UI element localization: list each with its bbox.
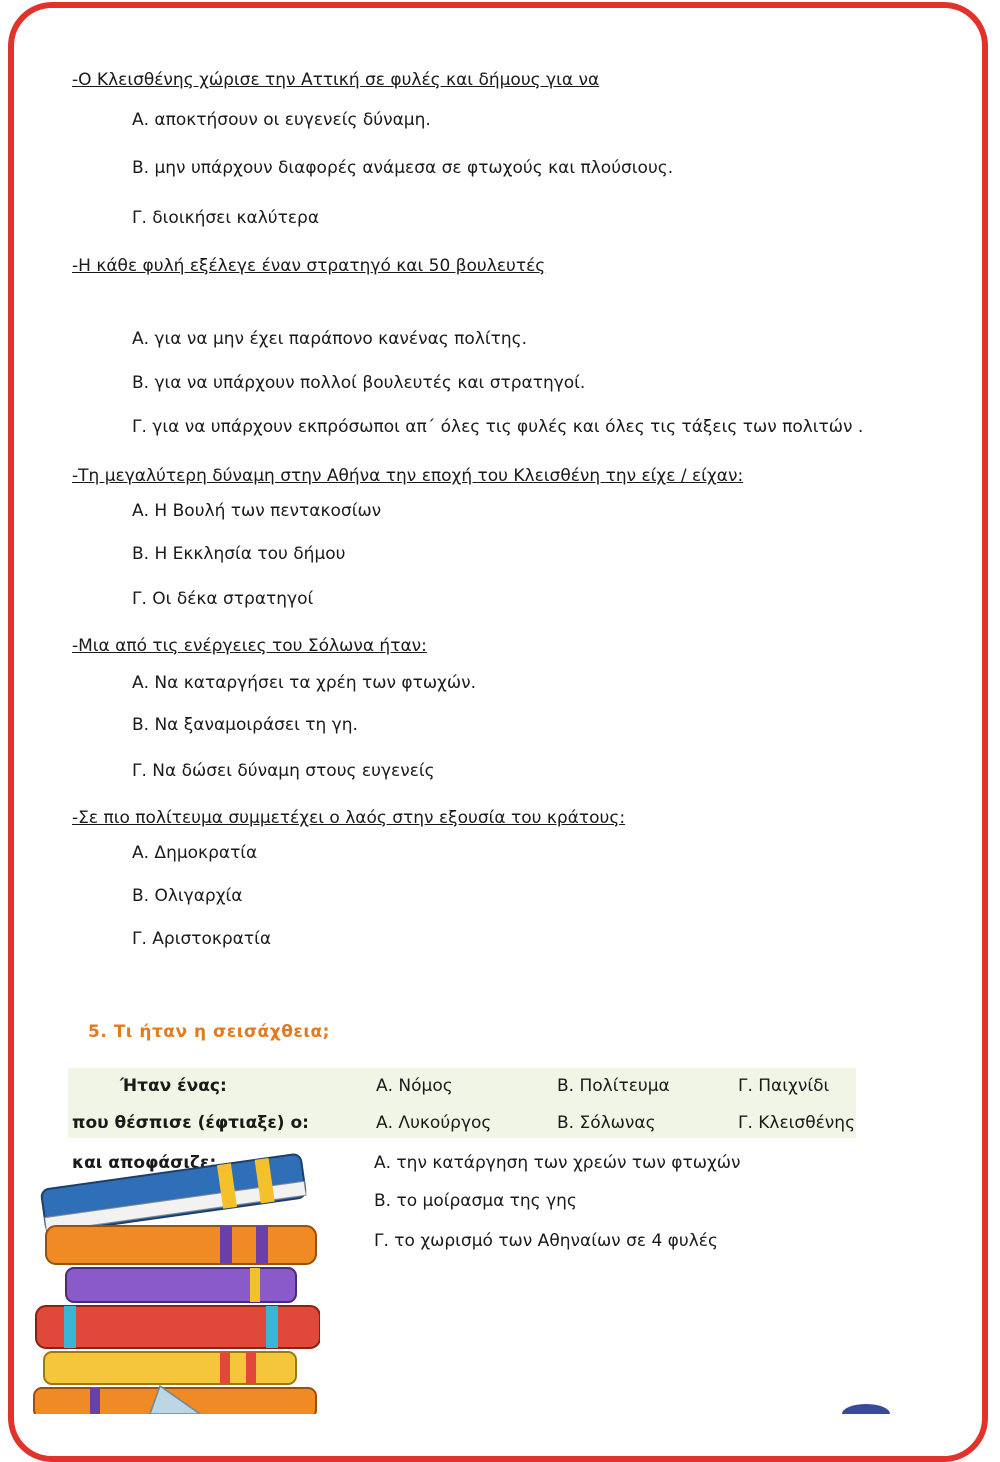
question-3-option-c[interactable]: Γ. Οι δέκα στρατηγοί [132, 589, 314, 609]
question-5-option-c[interactable]: Γ. Αριστοκρατία [132, 929, 272, 949]
question-5-option-b[interactable]: Β. Ολιγαρχία [132, 886, 243, 906]
row-2-label: που θέσπισε (έφτιαξε) ο: [72, 1113, 309, 1133]
row-3-option-b[interactable]: Β. το μοίρασμα της γης [374, 1191, 577, 1211]
section-5-title: 5. Τι ήταν η σεισάχθεια; [88, 1022, 330, 1042]
question-4-option-c[interactable]: Γ. Να δώσει δύναμη στους ευγενείς [132, 761, 435, 781]
decorative-blob-icon [836, 1400, 896, 1414]
row-3-option-a[interactable]: Α. την κατάργηση των χρεών των φτωχών [374, 1153, 741, 1173]
question-1-option-c[interactable]: Γ. διοικήσει καλύτερα [132, 208, 320, 228]
row-1-option-a[interactable]: Α. Νόμος [376, 1076, 453, 1096]
question-1-option-a[interactable]: Α. αποκτήσουν οι ευγενείς δύναμη. [132, 110, 431, 130]
question-5-option-a[interactable]: Α. Δημοκρατία [132, 843, 258, 863]
question-4-prompt: -Μια από τις ενέργειες του Σόλωνα ήταν: [72, 636, 427, 656]
row-1-option-b[interactable]: Β. Πολίτευμα [557, 1076, 670, 1096]
question-3-prompt: -Τη μεγαλύτερη δύναμη στην Αθήνα την εποχή του Κλεισθένη την είχε / είχαν: [72, 466, 744, 486]
row-2-option-c[interactable]: Γ. Κλεισθένης [738, 1113, 856, 1133]
row-3-label: και αποφάσιζε: [72, 1153, 217, 1173]
row-3-option-c[interactable]: Γ. το χωρισμό των Αθηναίων σε 4 φυλές [374, 1231, 718, 1251]
question-4-option-b[interactable]: Β. Να ξαναμοιράσει τη γη. [132, 715, 358, 735]
row-2-option-a[interactable]: Α. Λυκούργος [376, 1113, 492, 1133]
question-5-prompt: -Σε πιο πολίτευμα συμμετέχει ο λαός στην εξουσία του κράτους: [72, 808, 626, 828]
question-3-option-b[interactable]: Β. Η Εκκλησία του δήμου [132, 544, 346, 564]
row-1-label: Ήταν ένας: [120, 1076, 227, 1096]
question-2-option-a[interactable]: Α. για να μην έχει παράπονο κανένας πολίτης. [132, 329, 528, 349]
row-1-option-c[interactable]: Γ. Παιχνίδι [738, 1076, 830, 1096]
question-4-option-a[interactable]: Α. Να καταργήσει τα χρέη των φτωχών. [132, 673, 477, 693]
book-stack-icon [20, 1150, 320, 1414]
question-2-option-b[interactable]: Β. για να υπάρχουν πολλοί βουλευτές και στρατηγοί. [132, 373, 586, 393]
row-2-option-b[interactable]: Β. Σόλωνας [557, 1113, 656, 1133]
question-2-option-c[interactable]: Γ. για να υπάρχουν εκπρόσωποι απ΄ όλες τις φυλές και όλες τις τάξεις των πολιτών . [132, 417, 864, 437]
question-1-option-b[interactable]: Β. μην υπάρχουν διαφορές ανάμεσα σε φτωχούς και πλούσιους. [132, 158, 674, 178]
question-3-option-a[interactable]: Α. Η Βουλή των πεντακοσίων [132, 501, 382, 521]
question-2-prompt: -Η κάθε φυλή εξέλεγε έναν στρατηγό και 50 βουλευτές [72, 256, 546, 276]
question-1-prompt: -Ο Κλεισθένης χώρισε την Αττική σε φυλές και δήμους για να [72, 70, 600, 90]
